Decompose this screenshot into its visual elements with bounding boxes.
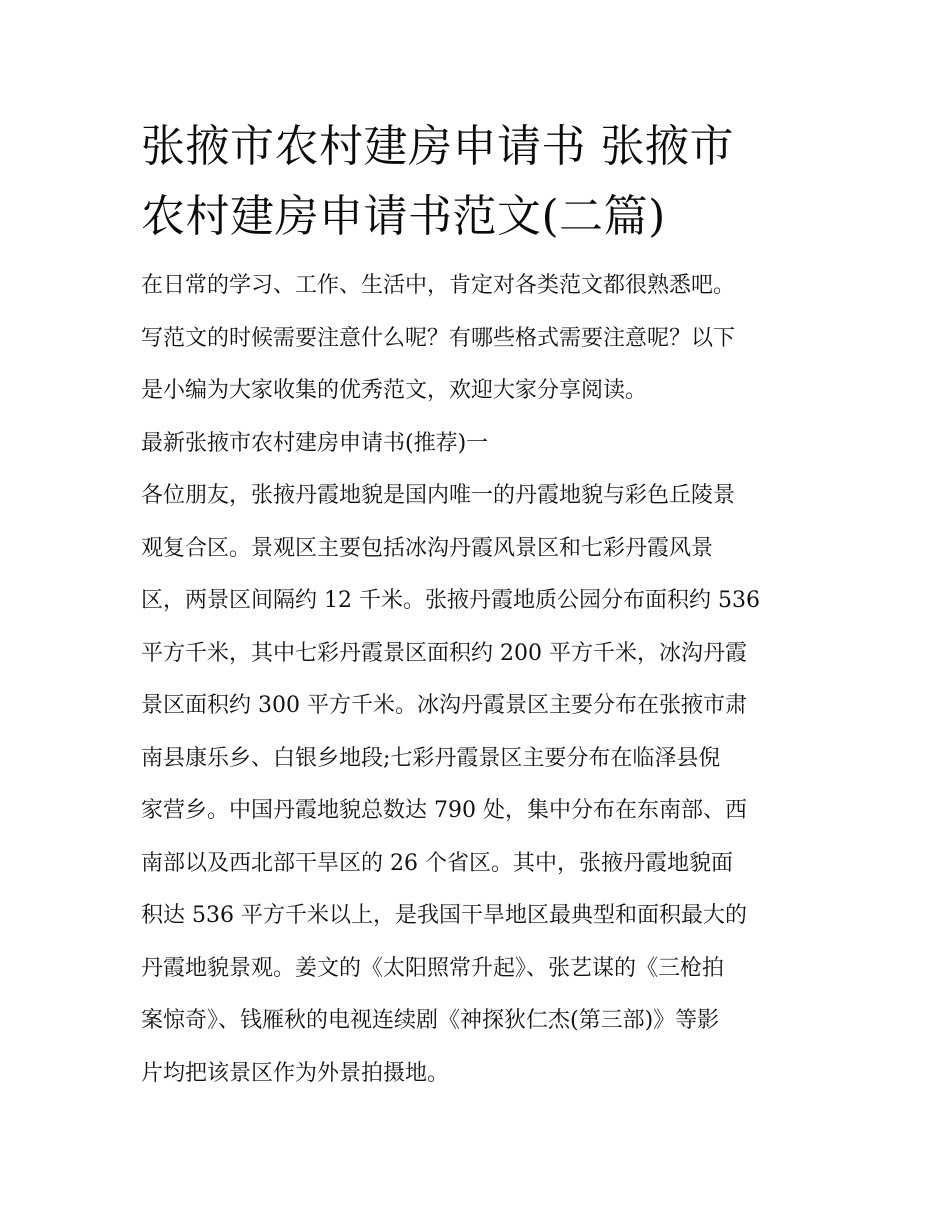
paragraph-line: 家营乡。中国丹霞地貌总数达 790 处，集中分布在东南部、西 — [141, 798, 747, 823]
paragraph-line: 平方千米，其中七彩丹霞景区面积约 200 平方千米，冰沟丹霞 — [141, 640, 747, 666]
paragraph-line: 案惊奇》、钱雁秋的电视连续剧《神探狄仁杰(第三部)》等影 — [141, 1008, 720, 1033]
document-page — [141, 112, 813, 1100]
paragraph-line: 南县康乐乡、白银乡地段;七彩丹霞景区主要分布在临泽县倪 — [141, 745, 721, 771]
document-title — [141, 112, 813, 252]
intro-line: 在日常的学习、工作、生活中，肯定对各类范文都很熟悉吧。 — [141, 273, 736, 298]
intro-line: 写范文的时候需要注意什么呢？有哪些格式需要注意呢？以下 — [141, 325, 736, 351]
paragraph-line: 景区面积约 300 平方千米。冰沟丹霞景区主要分布在张掖市肃 — [141, 693, 747, 718]
intro-line: 是小编为大家收集的优秀范文，欢迎大家分享阅读。 — [141, 378, 648, 403]
paragraph-line: 南部以及西北部干旱区的 26 个省区。其中，张掖丹霞地貌面 — [141, 850, 733, 876]
paragraph-line: 区，两景区间隔约 12 千米。张掖丹霞地质公园分布面积约 536 — [141, 588, 760, 613]
title-line: 农村建房申请书范文(二篇) — [141, 191, 666, 242]
title-line: 张掖市农村建房申请书 张掖市 — [141, 121, 734, 172]
paragraph-line: 各位朋友，张掖丹霞地貌是国内唯一的丹霞地貌与彩色丘陵景 — [141, 483, 736, 508]
paragraph-line: 积达 536 平方千米以上，是我国干旱地区最典型和面积最大的 — [141, 903, 747, 928]
paragraph-line: 片均把该景区作为外景拍摄地。 — [141, 1060, 450, 1086]
section-heading: 最新张掖市农村建房申请书(推荐)一 — [141, 430, 489, 456]
body-paragraph — [141, 470, 813, 1100]
paragraph-line: 观复合区。景观区主要包括冰沟丹霞风景区和七彩丹霞风景 — [141, 535, 714, 561]
intro-paragraph — [141, 260, 813, 418]
paragraph-line: 丹霞地貌景观。姜文的《太阳照常升起》、张艺谋的《三枪拍 — [141, 955, 725, 981]
